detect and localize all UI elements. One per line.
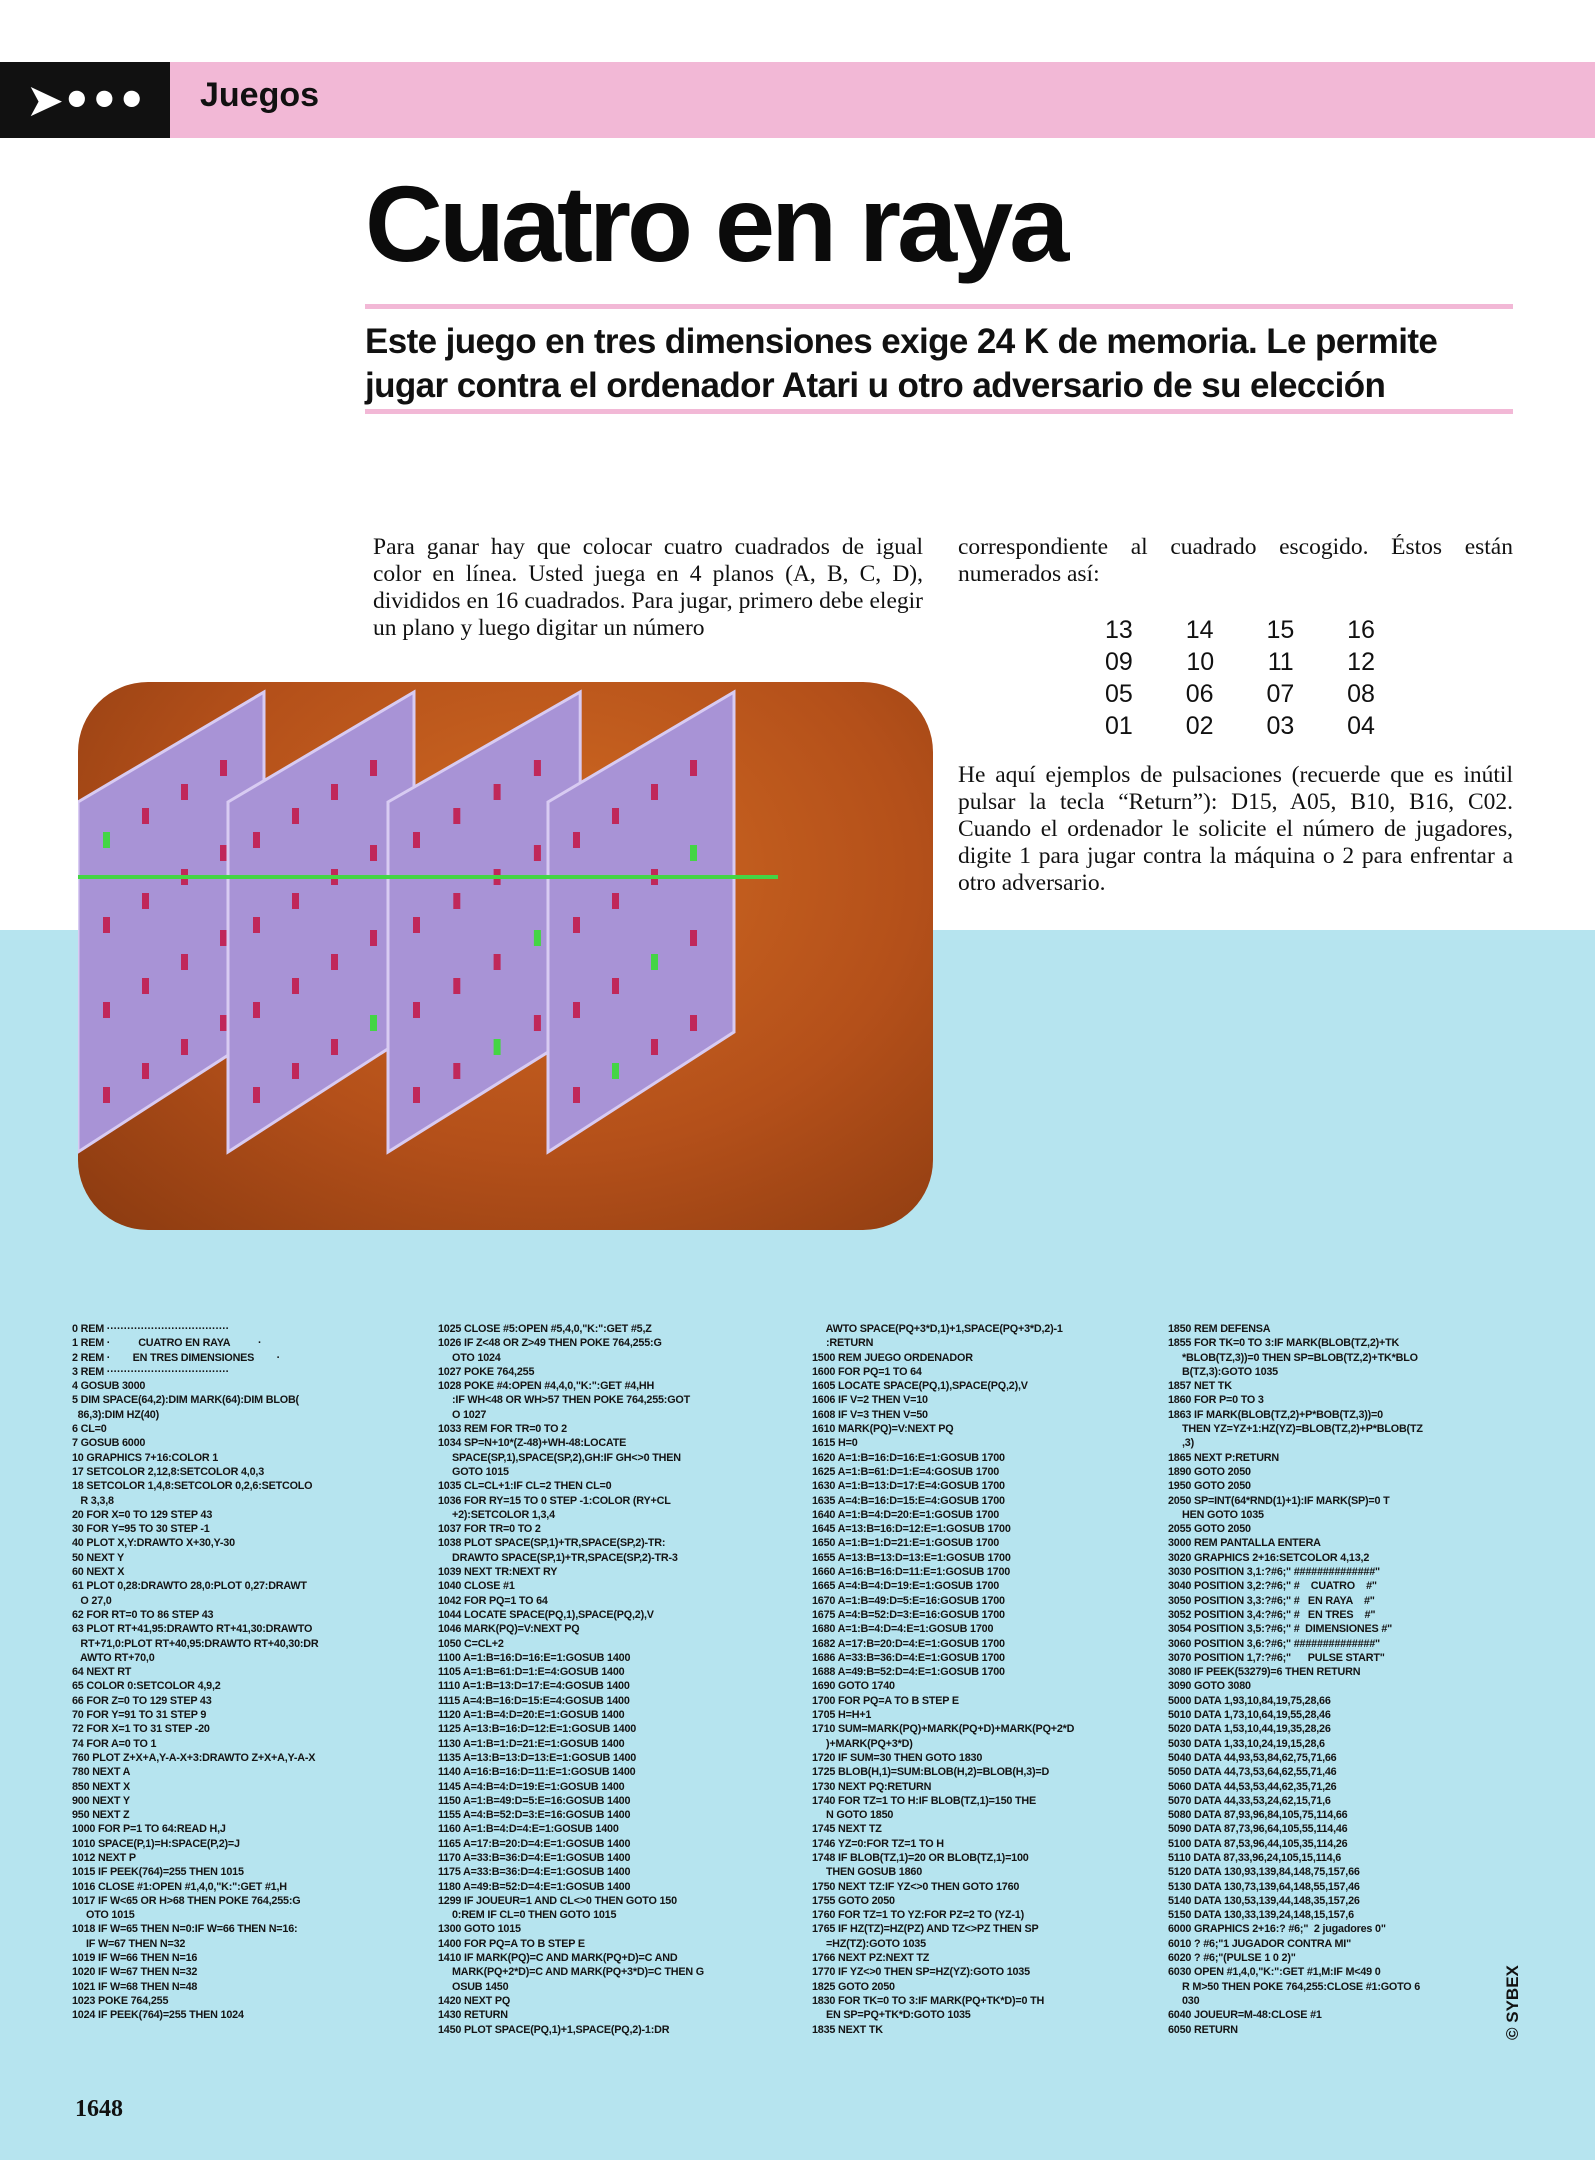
subtitle-rule-top [365, 304, 1513, 309]
board-marker [220, 845, 227, 861]
board-marker [453, 893, 460, 909]
intro-paragraph: Para ganar hay que colocar cuatro cuadrados de igual color en línea. Usted juega en 4 planos (A, B, C, D), divididos en 16 cuadrados. Para jugar, primero debe elegir un plano y luego digitar un número [373, 534, 923, 642]
board-marker [534, 930, 541, 946]
grid-row [1105, 678, 1375, 710]
listing-column-4: 1850 REM DEFENSA 1855 FOR TK=0 TO 3:IF MARK(BLOB(TZ,2)+TK *BLOB(TZ,3))=0 THEN SP=BLOB(TZ,2)+TK*BLO B(TZ,3):GOTO 1035 1857 NET TK 1860 FOR P=0 TO 3 1863 IF MARK(BLOB(TZ,2)+P*BOB(TZ,3))=0 THEN YZ=YZ+1:HZ(YZ)=BLOB(TZ,2)+P*BLOB(TZ ,3) 1865 NEXT P:RETURN 1890 GOTO 2050 1950 GOTO 2050 2050 SP=INT(64*RND(1)+1):IF MARK(SP)=0 T HEN GOTO 1035 2055 GOTO 2050 3000 REM PANTALLA ENTERA 3020 GRAPHICS 2+16:SETCOLOR 4,13,2 3030 POSITION 3,1:?#6;" ##############" 3040 POSITION 3,2:?#6;" # CUATRO #" 3050 POSITION 3,3:?#6;" # EN RAYA #" 3052 POSITION 3,4:?#6;" # EN TRES #" 3054 POSITION 3,5:?#6;" # DIMENSIONES #" 3060 POSITION 3,6:?#6;" ##############" 3070 POSITION 1,7:?#6;" PULSE START" 3080 IF PEEK(53279)=6 THEN RETURN 3090 GOTO 3080 5000 DATA 1,93,10,84,19,75,28,66 5010 DATA 1,73,10,64,19,55,28,46 5020 DATA 1,53,10,44,19,35,28,26 5030 DATA 1,33,10,24,19,15,28,6 5040 DATA 44,93,53,84,62,75,71,66 5050 DATA 44,73,53,64,62,55,71,46 5060 DATA 44,53,53,44,62,35,71,26 5070 DATA 44,33,53,24,62,15,71,6 5080 DATA 87,93,96,84,105,75,114,66 5090 DATA 87,73,96,64,105,55,114,46 5100 DATA 87,53,96,44,105,35,114,26 5110 DATA 87,33,96,24,105,15,114,6 5120 DATA 130,93,139,84,148,75,157,66 5130 DATA 130,73,139,64,148,55,157,46 5140 DATA 130,53,139,44,148,35,157,26 5150 DATA 130,33,139,24,148,15,157,6 6000 GRAPHICS 2+16:? #6;" 2 jugadores 0" 6010 ? #6;"1 JUGADOR CONTRA MI" 6020 ? #6;"(PULSE 1 0 2)" 6030 OPEN #1,4,0,"K:":GET #1,M:IF M<49 0 R M>50 THEN POKE 764,255:CLOSE #1:GOTO 6 030 6040 JOUEUR=M-48:CLOSE #1 6050 RETURN [1168, 1323, 1423, 2036]
grid-cell: 02 [1185, 712, 1214, 740]
grid-cell: 15 [1266, 616, 1295, 644]
board-marker [494, 1039, 501, 1055]
grid-cell: 16 [1347, 616, 1375, 644]
board-marker [292, 893, 299, 909]
board-marker [292, 808, 299, 824]
article-title: Cuatro en raya [365, 163, 1066, 284]
board-marker [413, 917, 420, 933]
grid-cell: 03 [1266, 712, 1295, 740]
board-marker [413, 832, 420, 848]
board-marker [413, 1087, 420, 1103]
arrow-dots-icon: ➤••• [25, 73, 145, 127]
board-marker [142, 1063, 149, 1079]
board-marker [253, 1087, 260, 1103]
board-marker [651, 1039, 658, 1055]
section-label: Juegos [200, 76, 320, 114]
board-marker [331, 784, 338, 800]
listing-column-3: AWTO SPACE(PQ+3*D,1)+1,SPACE(PQ+3*D,2)-1 :RETURN 1500 REM JUEGO ORDENADOR 1600 FOR PQ=1 TO 64 1605 LOCATE SPACE(PQ,1),SPACE(PQ,2),V 1606 IF V=2 THEN V=10 1608 IF V=3 THEN V=50 1610 MARK(PQ)=V:NEXT PQ 1615 H=0 1620 A=1:B=16:D=16:E=1:GOSUB 1700 1625 A=1:B=61:D=1:E=4:GOSUB 1700 1630 A=1:B=13:D=17:E=4:GOSUB 1700 1635 A=4:B=16:D=15:E=4:GOSUB 1700 1640 A=1:B=4:D=20:E=1:GOSUB 1700 1645 A=13:B=16:D=12:E=1:GOSUB 1700 1650 A=1:B=1:D=21:E=1:GOSUB 1700 1655 A=13:B=13:D=13:E=1:GOSUB 1700 1660 A=16:B=16:D=11:E=1:GOSUB 1700 1665 A=4:B=4:D=19:E=1:GOSUB 1700 1670 A=1:B=49:D=5:E=16:GOSUB 1700 1675 A=4:B=52:D=3:E=16:GOSUB 1700 1680 A=1:B=4:D=4:E=1:GOSUB 1700 1682 A=17:B=20:D=4:E=1:GOSUB 1700 1686 A=33:B=36:D=4:E=1:GOSUB 1700 1688 A=49:B=52:D=4:E=1:GOSUB 1700 1690 GOTO 1740 1700 FOR PQ=A TO B STEP E 1705 H=H+1 1710 SUM=MARK(PQ)+MARK(PQ+D)+MARK(PQ+2*D )+MARK(PQ+3*D) 1720 IF SUM=30 THEN GOTO 1830 1725 BLOB(H,1)=SUM:BLOB(H,2)=BLOB(H,3)=D 1730 NEXT PQ:RETURN 1740 FOR TZ=1 TO H:IF BLOB(TZ,1)=150 THE N GOTO 1850 1745 NEXT TZ 1746 YZ=0:FOR TZ=1 TO H 1748 IF BLOB(TZ,1)=20 OR BLOB(TZ,1)=100 THEN GOSUB 1860 1750 NEXT TZ:IF YZ<>0 THEN GOTO 1760 1755 GOTO 2050 1760 FOR TZ=1 TO YZ:FOR PZ=2 TO (YZ-1) 1765 IF HZ(TZ)=HZ(PZ) AND TZ<>PZ THEN SP =HZ(TZ):GOTO 1035 1766 NEXT PZ:NEXT TZ 1770 IF YZ<>0 THEN SP=HZ(YZ):GOTO 1035 1825 GOTO 2050 1830 FOR TK=0 TO 3:IF MARK(PQ+TK*D)=0 TH EN SP=PQ+TK*D:GOTO 1035 1835 NEXT TK [812, 1323, 1075, 2036]
board-marker [494, 954, 501, 970]
square-number-grid [1105, 614, 1375, 742]
board-marker [534, 760, 541, 776]
board-marker [142, 808, 149, 824]
grid-cell: 05 [1105, 680, 1133, 708]
board-marker [220, 930, 227, 946]
board-marker [573, 1087, 580, 1103]
board-marker [612, 978, 619, 994]
copyright-credit: © SYBEX [1503, 1965, 1522, 2040]
board-marker [453, 978, 460, 994]
board-marker [181, 784, 188, 800]
board-marker [651, 954, 658, 970]
board-marker [181, 954, 188, 970]
grid-cell: 08 [1347, 680, 1375, 708]
board-marker [253, 832, 260, 848]
board-marker [103, 1002, 110, 1018]
board-marker [573, 917, 580, 933]
board-marker [103, 832, 110, 848]
grid-cell: 09 [1105, 648, 1133, 676]
game-screenshot [78, 682, 933, 1230]
board-marker [690, 1015, 697, 1031]
board-marker [253, 1002, 260, 1018]
grid-cell: 01 [1105, 712, 1133, 740]
board-marker [494, 784, 501, 800]
board-marker [370, 760, 377, 776]
board-marker [573, 1002, 580, 1018]
grid-row [1105, 710, 1375, 742]
board-marker [453, 808, 460, 824]
board-marker [370, 930, 377, 946]
grid-cell: 11 [1267, 648, 1294, 676]
board-marker [690, 760, 697, 776]
board-marker [181, 1039, 188, 1055]
game-board-illustration [78, 682, 933, 1230]
subtitle-rule-bottom [365, 409, 1513, 414]
grid-cell: 06 [1185, 680, 1214, 708]
listing-column-1: 0 REM ···································· 1 REM · CUATRO EN RAYA · 2 REM · EN TRES DIMENSIONES · 3 REM ···································· 4 GOSUB 3000 5 DIM SPACE(64,2):DIM MARK(64):DIM BLOB( 86,3):DIM HZ(40) 6 CL=0 7 GOSUB 6000 10 GRAPHICS 7+16:COLOR 1 17 SETCOLOR 2,12,8:SETCOLOR 4,0,3 18 SETCOLOR 1,4,8:SETCOLOR 0,2,6:SETCOLO R 3,3,8 20 FOR X=0 TO 129 STEP 43 30 FOR Y=95 TO 30 STEP -1 40 PLOT X,Y:DRAWTO X+30,Y-30 50 NEXT Y 60 NEXT X 61 PLOT 0,28:DRAWTO 28,0:PLOT 0,27:DRAWT O 27,0 62 FOR RT=0 TO 86 STEP 43 63 PLOT RT+41,95:DRAWTO RT+41,30:DRAWTO RT+71,0:PLOT RT+40,95:DRAWTO RT+40,30:DR AWTO RT+70,0 64 NEXT RT 65 COLOR 0:SETCOLOR 4,9,2 66 FOR Z=0 TO 129 STEP 43 70 FOR Y=91 TO 31 STEP 9 72 FOR X=1 TO 31 STEP -20 74 FOR A=0 TO 1 760 PLOT Z+X+A,Y-A-X+3:DRAWTO Z+X+A,Y-A-X 780 NEXT A 850 NEXT X 900 NEXT Y 950 NEXT Z 1000 FOR P=1 TO 64:READ H,J 1010 SPACE(P,1)=H:SPACE(P,2)=J 1012 NEXT P 1015 IF PEEK(764)=255 THEN 1015 1016 CLOSE #1:OPEN #1,4,0,"K:":GET #1,H 1017 IF W<65 OR H>68 THEN POKE 764,255:G OTO 1015 1018 IF W=65 THEN N=0:IF W=66 THEN N=16: IF W=67 THEN N=32 1019 IF W=66 THEN N=16 1020 IF W=67 THEN N=32 1021 IF W=68 THEN N=48 1023 POKE 764,255 1024 IF PEEK(764)=255 THEN 1024 [72, 1323, 319, 2022]
board-marker [331, 1039, 338, 1055]
board-marker [220, 1015, 227, 1031]
board-marker [103, 917, 110, 933]
board-marker [534, 845, 541, 861]
grid-cell: 10 [1186, 648, 1215, 676]
board-marker [142, 893, 149, 909]
grid-cell: 07 [1266, 680, 1295, 708]
grid-row [1105, 614, 1375, 646]
grid-cell: 04 [1347, 712, 1375, 740]
page-number: 1648 [75, 2096, 123, 2122]
board-marker [534, 1015, 541, 1031]
board-marker [690, 845, 697, 861]
section-tab [0, 62, 170, 138]
listing-column-2: 1025 CLOSE #5:OPEN #5,4,0,"K:":GET #5,Z 1026 IF Z<48 OR Z>49 THEN POKE 764,255:G OTO 1024 1027 POKE 764,255 1028 POKE #4:OPEN #4,4,0,"K:":GET #4,HH :IF WH<48 OR WH>57 THEN POKE 764,255:GOT O 1027 1033 REM FOR TR=0 TO 2 1034 SP=N+10*(Z-48)+WH-48:LOCATE SPACE(SP,1),SPACE(SP,2),GH:IF GH<>0 THEN GOTO 1015 1035 CL=CL+1:IF CL=2 THEN CL=0 1036 FOR RY=15 TO 0 STEP -1:COLOR (RY+CL +2):SETCOLOR 1,3,4 1037 FOR TR=0 TO 2 1038 PLOT SPACE(SP,1)+TR,SPACE(SP,2)-TR: DRAWTO SPACE(SP,1)+TR,SPACE(SP,2)-TR-3 1039 NEXT TR:NEXT RY 1040 CLOSE #1 1042 FOR PQ=1 TO 64 1044 LOCATE SPACE(PQ,1),SPACE(PQ,2),V 1046 MARK(PQ)=V:NEXT PQ 1050 C=CL+2 1100 A=1:B=16:D=16:E=1:GOSUB 1400 1105 A=1:B=61:D=1:E=4:GOSUB 1400 1110 A=1:B=13:D=17:E=4:GOSUB 1400 1115 A=4:B=16:D=15:E=4:GOSUB 1400 1120 A=1:B=4:D=20:E=1:GOSUB 1400 1125 A=13:B=16:D=12:E=1:GOSUB 1400 1130 A=1:B=1:D=21:E=1:GOSUB 1400 1135 A=13:B=13:D=13:E=1:GOSUB 1400 1140 A=16:B=16:D=11:E=1:GOSUB 1400 1145 A=4:B=4:D=19:E=1:GOSUB 1400 1150 A=1:B=49:D=5:E=16:GOSUB 1400 1155 A=4:B=52:D=3:E=16:GOSUB 1400 1160 A=1:B=4:D=4:E=1:GOSUB 1400 1165 A=17:B=20:D=4:E=1:GOSUB 1400 1170 A=33:B=36:D=4:E=1:GOSUB 1400 1175 A=33:B=36:D=4:E=1:GOSUB 1400 1180 A=49:B=52:D=4:E=1:GOSUB 1400 1299 IF JOUEUR=1 AND CL<>0 THEN GOTO 150 0:REM IF CL=0 THEN GOTO 1015 1300 GOTO 1015 1400 FOR PQ=A TO B STEP E 1410 IF MARK(PQ)=C AND MARK(PQ+D)=C AND MARK(PQ+2*D)=C AND MARK(PQ+3*D)=C THEN G OSUB 1450 1420 NEXT PQ 1430 RETURN 1450 PLOT SPACE(PQ,1)+1,SPACE(PQ,2)-1:DR [438, 1323, 704, 2036]
board-marker [142, 978, 149, 994]
board-marker [612, 1063, 619, 1079]
board-marker [370, 845, 377, 861]
board-marker [690, 930, 697, 946]
numbering-paragraph: correspondiente al cuadrado escogido. Éstos están numerados así: [958, 534, 1513, 588]
board-marker [612, 893, 619, 909]
board-marker [573, 832, 580, 848]
board-marker [413, 1002, 420, 1018]
board-marker [370, 1015, 377, 1031]
board-marker [220, 760, 227, 776]
grid-cell: 12 [1347, 648, 1375, 676]
board-marker [253, 917, 260, 933]
game-planes [78, 692, 734, 1152]
grid-row [1105, 646, 1375, 678]
grid-cell: 13 [1105, 616, 1133, 644]
board-marker [103, 1087, 110, 1103]
board-marker [292, 1063, 299, 1079]
board-marker [612, 808, 619, 824]
board-marker [292, 978, 299, 994]
board-marker [331, 954, 338, 970]
grid-cell: 14 [1185, 616, 1214, 644]
board-marker [651, 784, 658, 800]
keypress-paragraph: He aquí ejemplos de pulsaciones (recuerde que es inútil pulsar la tecla “Return”): D15, A05, B10, B16, C02. Cuando el ordenador le solicite el número de jugadores, digite 1 para jugar contra la máquina o 2 para enfrentar a otro adversario. [958, 762, 1513, 897]
article-subtitle: Este juego en tres dimensiones exige 24 K de memoria. Le permite jugar contra el ordenador Atari u otro adversario de su elección [365, 322, 1438, 406]
board-marker [453, 1063, 460, 1079]
